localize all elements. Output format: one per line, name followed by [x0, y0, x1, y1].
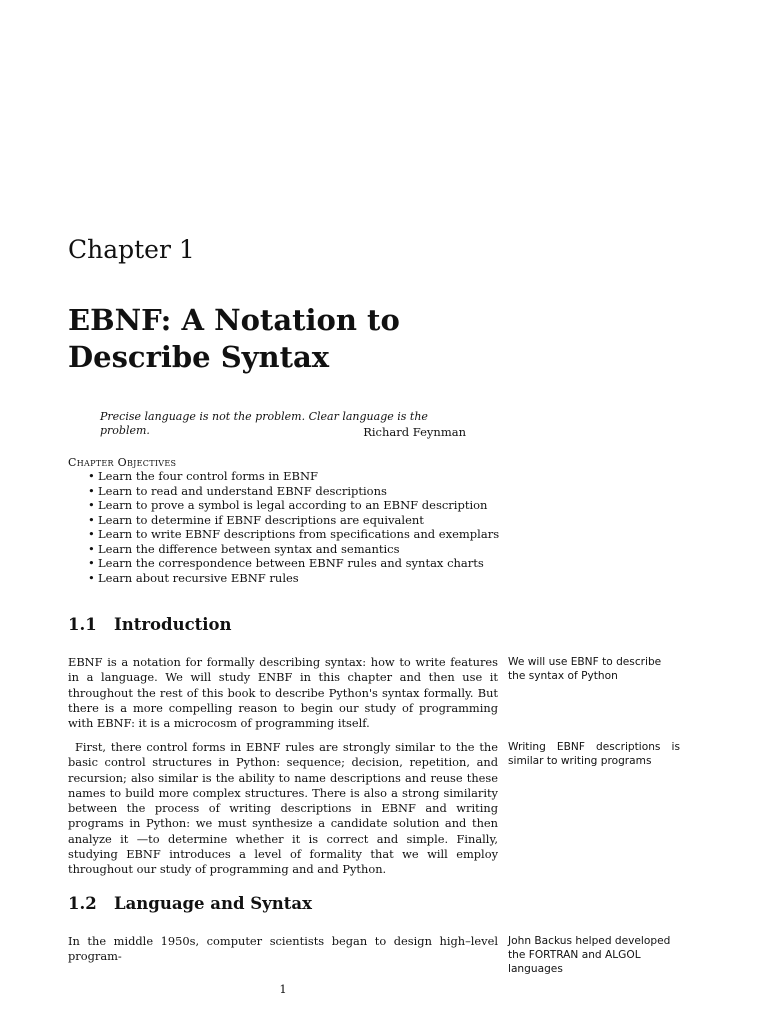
section-title: Introduction: [114, 615, 232, 634]
intro-paragraph-1: EBNF is a notation for formally describing syntax: how to write features in a language. We will study ENBF in this chapter and then use it throughout the rest of this book to describe Python's syntax formally. But there is a more compelling reason to begin our study of programming with EBNF: it is a microcosm of programming itself.: [68, 655, 498, 731]
section-heading-language-syntax: [68, 893, 312, 915]
margin-note-backus: John Backus helped developed the FORTRAN and ALGOL languages: [508, 935, 671, 975]
objective-item: • Learn the correspondence between EBNF rules and syntax charts: [88, 556, 499, 571]
objectives-heading: Chapter Objectives: [68, 456, 177, 469]
margin-note-ebnf-python: We will use EBNF to describe the syntax of Python: [508, 656, 662, 682]
section-title: Language and Syntax: [114, 894, 312, 913]
language-paragraph-1: In the middle 1950s, computer scientists began to design high–level program-: [68, 934, 498, 964]
section-number: 1.1: [68, 615, 97, 634]
objective-item: • Learn the difference between syntax and semantics: [88, 542, 499, 557]
chapter-title: EBNF: A Notation to Describe Syntax: [68, 303, 400, 374]
margin-note-writing-programs: Writing EBNF descriptions is similar to writing programs: [508, 741, 680, 767]
objective-item: • Learn to write EBNF descriptions from specifications and exemplars: [88, 527, 499, 542]
epigraph-quote: Precise language is not the problem. Clear language is the problem.: [100, 410, 428, 437]
section-number: 1.2: [68, 894, 97, 913]
objective-item: • Learn to determine if EBNF descriptions are equivalent: [88, 513, 499, 528]
intro-paragraph-2: First, there control forms in EBNF rules are strongly similar to the the basic control structures in Python: sequence; decision, repetition, and recursion; also similar is the ability to name descriptions and reuse these names to build more complex structures. There is also a strong similarity between the process of writing descriptions in EBNF and writing programs in Python: we must synthesize a candidate solution and then analyze it —to determine whether it is correct and simple. Finally, studying EBNF introduces a level of formality that we will employ throughout our study of programming and and Python.: [68, 740, 498, 877]
objectives-list: [88, 469, 499, 585]
objective-item: • Learn about recursive EBNF rules: [88, 571, 499, 586]
objective-item: • Learn to prove a symbol is legal according to an EBNF description: [88, 498, 499, 513]
page-number: 1: [279, 982, 287, 996]
chapter-label: Chapter 1: [68, 235, 195, 264]
section-heading-introduction: [68, 614, 232, 636]
epigraph-author: Richard Feynman: [363, 425, 466, 439]
objective-item: • Learn the four control forms in EBNF: [88, 469, 499, 484]
objective-item: • Learn to read and understand EBNF descriptions: [88, 484, 499, 499]
